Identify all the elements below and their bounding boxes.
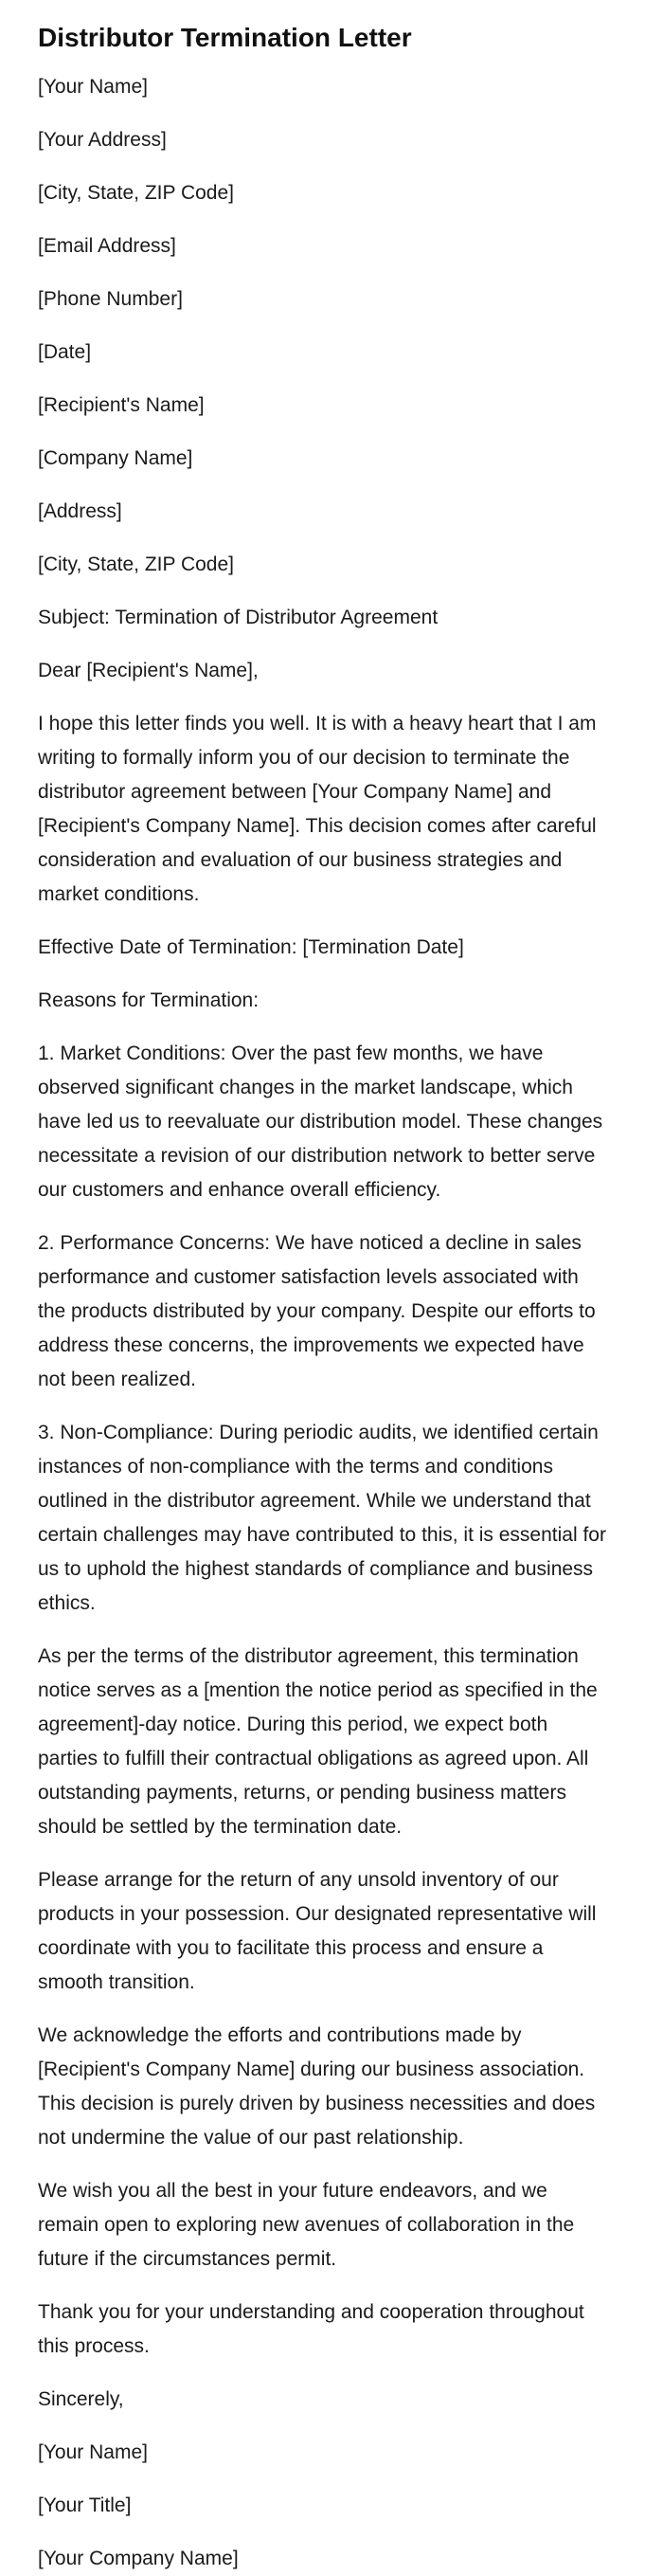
body-effective-date: Effective Date of Termination: [Termination Date]: [38, 936, 464, 958]
body-best-wishes: We wish you all the best in your future endeavors, and we remain open to exploring new avenues of collaboration in the future if the circumstances permit.: [38, 2180, 575, 2270]
body-inventory-return: Please arrange for the return of any unsold inventory of our products in your possession. Our designated representative will coordinate with you to facilitate this process and ensure a smooth transition.: [38, 1869, 597, 1993]
recipient-name: [Recipient's Name]: [38, 394, 205, 416]
body-reasons-heading: Reasons for Termination:: [38, 989, 260, 1011]
signature-name: [Your Name]: [38, 2441, 148, 2463]
body-reason-non-compliance: 3. Non-Compliance: During periodic audits, we identified certain instances of non-compliance with the terms and conditions outlined in the distributor agreement. While we understand that certain challenges may have contributed to this, it is essential for us to uphold the highest standards of compliance and business ethics.: [38, 1422, 606, 1614]
body-reason-market-conditions: 1. Market Conditions: Over the past few months, we have observed significant changes in the market landscape, which have led us to reevaluate our distribution model. These changes necessitate a revision of our distribution network to better serve our customers and enhance overall efficiency.: [38, 1043, 603, 1201]
recipient-company: [Company Name]: [38, 447, 193, 469]
closing: Sincerely,: [38, 2388, 124, 2410]
recipient-address: [Address]: [38, 500, 122, 522]
recipient-city-state-zip: [City, State, ZIP Code]: [38, 553, 234, 575]
body-reason-performance: 2. Performance Concerns: We have noticed a decline in sales performance and customer satisfaction levels associated with the products distributed by your company. Despite our efforts to address these concerns, the improvements we expected have not been realized.: [38, 1232, 596, 1390]
body-thanks: Thank you for your understanding and cooperation throughout this process.: [38, 2301, 584, 2357]
signature-company: [Your Company Name]: [38, 2548, 239, 2569]
body-acknowledgement: We acknowledge the efforts and contributions made by [Recipient's Company Name] during our business association. This decision is purely driven by business necessities and does not undermine the value of our past relationship.: [38, 2024, 596, 2149]
sender-phone: [Phone Number]: [38, 288, 183, 310]
sender-address: [Your Address]: [38, 129, 167, 151]
salutation: Dear [Recipient's Name],: [38, 660, 259, 681]
letter-date: [Date]: [38, 341, 92, 363]
sender-city-state-zip: [City, State, ZIP Code]: [38, 182, 234, 204]
subject-line: Subject: Termination of Distributor Agreement: [38, 607, 439, 628]
document-title: Distributor Termination Letter: [38, 23, 412, 52]
sender-name: [Your Name]: [38, 76, 148, 98]
signature-title: [Your Title]: [38, 2494, 132, 2516]
sender-email: [Email Address]: [38, 235, 176, 257]
body-notice-period: As per the terms of the distributor agreement, this termination notice serves as a [mention the notice period as specified in the agreement]-day notice. During this period, we expect both parties to fulfill their contractual obligations as agreed upon. All outstanding payments, returns, or pending business matters should be settled by the termination date.: [38, 1645, 598, 1838]
body-paragraph-intro: I hope this letter finds you well. It is with a heavy heart that I am writing to formally inform you of our decision to terminate the distributor agreement between [Your Company Name] and [Recipient's Company Name]. This decision comes after careful consideration and evaluation of our business strategies and market conditions.: [38, 713, 597, 905]
